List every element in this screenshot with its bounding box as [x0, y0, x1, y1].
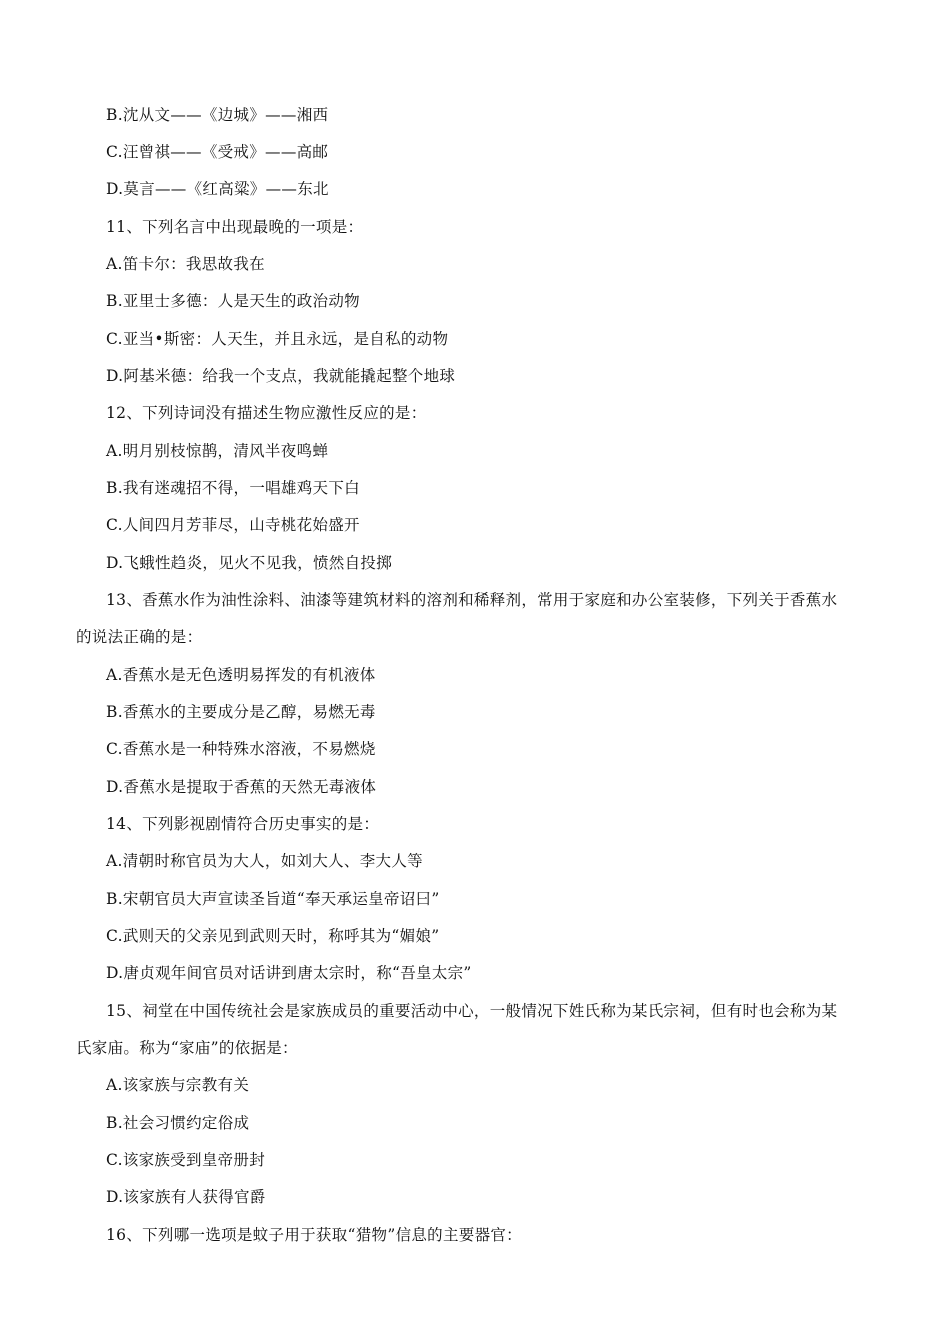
- question-11: 11、下列名言中出现最晚的一项是：: [106, 218, 364, 236]
- question-16: 16、下列哪一选项是蚊子用于获取“猎物”信息的主要器官：: [106, 1226, 522, 1244]
- option-10-b: B.沈从文——《边城》——湘西: [106, 106, 329, 124]
- option-15-d: D.该家族有人获得官爵: [106, 1188, 266, 1206]
- question-13: 13、香蕉水作为油性涂料、油漆等建筑材料的溶剂和稀释剂，常用于家庭和办公室装修，下列关于香蕉水: [106, 591, 838, 609]
- option-10-d: D.莫言——《红高粱》——东北: [106, 180, 329, 198]
- option-15-b: B.社会习惯约定俗成: [106, 1114, 250, 1132]
- option-12-d: D.飞蛾性趋炎，见火不见我，愤然自投掷: [106, 554, 393, 572]
- option-11-d: D.阿基米德：给我一个支点，我就能撬起整个地球: [106, 367, 456, 385]
- option-14-a: A.清朝时称官员为大人，如刘大人、李大人等: [106, 852, 423, 870]
- option-11-b: B.亚里士多德：人是天生的政治动物: [106, 292, 360, 310]
- question-13-continued: 的说法正确的是：: [76, 628, 203, 646]
- option-14-d: D.唐贞观年间官员对话讲到唐太宗时，称“吾皇太宗”: [106, 964, 472, 982]
- option-11-c: C.亚当•斯密：人天生，并且永远，是自私的动物: [106, 330, 449, 348]
- option-12-a: A.明月别枝惊鹊，清风半夜鸣蝉: [106, 442, 329, 460]
- option-13-d: D.香蕉水是提取于香蕉的天然无毒液体: [106, 778, 377, 796]
- option-15-c: C.该家族受到皇帝册封: [106, 1151, 266, 1169]
- option-10-c: C.汪曾祺——《受戒》——高邮: [106, 143, 329, 161]
- question-15-continued: 氏家庙。称为“家庙”的依据是：: [76, 1039, 298, 1057]
- option-14-c: C.武则天的父亲见到武则天时，称呼其为“媚娘”: [106, 927, 440, 945]
- question-14: 14、下列影视剧情符合历史事实的是：: [106, 815, 380, 833]
- question-15: 15、祠堂在中国传统社会是家族成员的重要活动中心，一般情况下姓氏称为某氏宗祠，但有时也会称为某: [106, 1002, 838, 1020]
- option-14-b: B.宋朝官员大声宣读圣旨道“奉天承运皇帝诏曰”: [106, 890, 440, 908]
- option-13-a: A.香蕉水是无色透明易挥发的有机液体: [106, 666, 376, 684]
- option-13-c: C.香蕉水是一种特殊水溶液，不易燃烧: [106, 740, 376, 758]
- option-13-b: B.香蕉水的主要成分是乙醇，易燃无毒: [106, 703, 376, 721]
- option-15-a: A.该家族与宗教有关: [106, 1076, 250, 1094]
- option-12-b: B.我有迷魂招不得，一唱雄鸡天下白: [106, 479, 360, 497]
- option-12-c: C.人间四月芳菲尽，山寺桃花始盛开: [106, 516, 360, 534]
- option-11-a: A.笛卡尔：我思故我在: [106, 255, 265, 273]
- question-12: 12、下列诗词没有描述生物应激性反应的是：: [106, 404, 427, 422]
